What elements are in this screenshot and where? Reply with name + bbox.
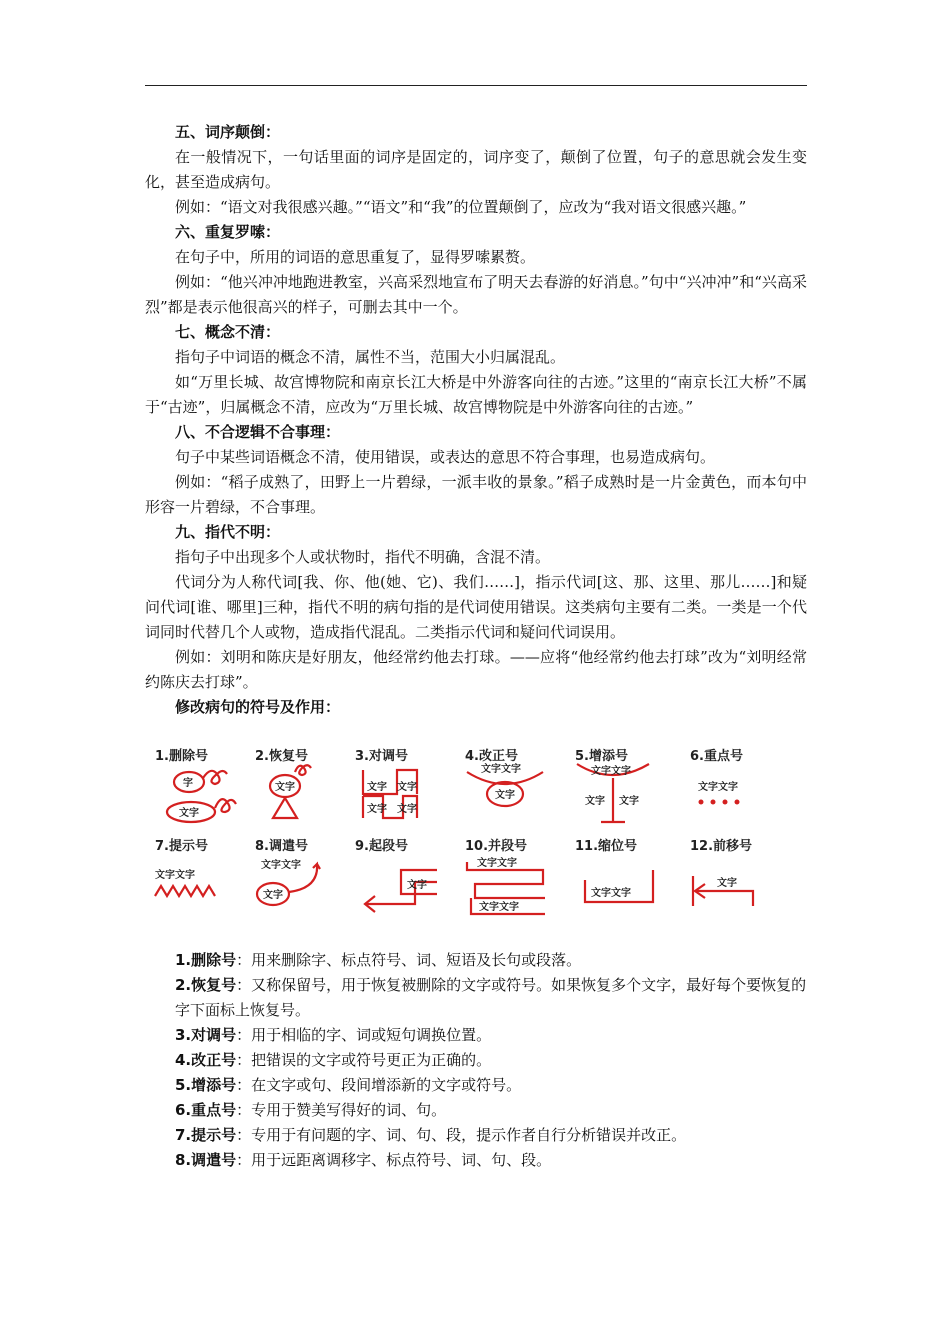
- symbol-word: 文字文字: [481, 764, 521, 775]
- symbol-desc: ：用于相临的字、词或短句调换位置。: [236, 1026, 492, 1044]
- symbol-desc: ：用来删除字、标点符号、词、短语及长句或段落。: [236, 951, 582, 969]
- section-heading: 五、词序颠倒：: [175, 123, 281, 141]
- paragraph: 如“万里长城、故宫博物院和南京长江大桥是中外游客向往的古迹。”这里的“南京长江大桥”不属于“古迹”，归属概念不清，应改为“万里长城、故宫博物院是中外游客向往的古迹。”: [145, 373, 807, 416]
- symbol-label: 1.删除号: [155, 749, 208, 764]
- symbol-name: 8.调遣号: [175, 1151, 237, 1169]
- symbol-label: 7.提示号: [155, 839, 208, 854]
- symbol-label: 6.重点号: [690, 749, 743, 764]
- symbol-desc: ：专用于赞美写得好的词、句。: [236, 1101, 447, 1119]
- symbol-word: 文字: [367, 804, 387, 815]
- paragraph: 指句子中词语的概念不清，属性不当，范围大小归属混乱。: [175, 348, 566, 366]
- section-heading: 八、不合逻辑不合事理：: [175, 423, 341, 441]
- symbol-label: 12.前移号: [690, 839, 753, 854]
- list-item: [145, 973, 807, 1023]
- list-item: [145, 1023, 807, 1048]
- symbol-list: [145, 948, 807, 1173]
- symbol-word: 文字: [717, 878, 737, 889]
- symbol-label: 10.并段号: [465, 839, 528, 854]
- symbol-label: 11.缩位号: [575, 839, 638, 854]
- symbol-word: 文字: [367, 782, 387, 793]
- paragraph: 在一般情况下，一句话里面的词序是固定的，词序变了，颠倒了位置，句子的意思就会发生变化，甚至造成病句。: [145, 148, 807, 191]
- paragraph: 句子中某些词语概念不清，使用错误，或表达的意思不符合事理，也易造成病句。: [175, 448, 716, 466]
- list-item: [145, 948, 807, 973]
- correction-symbols-figure: [145, 734, 807, 936]
- section-5: [145, 120, 807, 220]
- new-paragraph-mark: [365, 870, 437, 912]
- symbol-word: 文字: [263, 890, 283, 901]
- paragraph: 例如：刘明和陈庆是好朋友，他经常约他去打球。——应将“他经常约他去打球”改为“刘明经常约陈庆去打球”。: [145, 648, 807, 691]
- symbol-word: 文字文字: [261, 860, 301, 871]
- paragraph: 代词分为人称代词[我、你、他(她、它)、我们……]，指示代词[这、那、这里、那儿……]和疑问代词[谁、哪里]三种，指代不明的病句指的是代词使用错误。这类病句主要有二类。一类是一个代词同时代替几个人或物，造成指代混乱。二类指示代词和疑问代词误用。: [145, 573, 807, 641]
- section-8: [145, 420, 807, 520]
- symbol-desc: ：把错误的文字或符号更正为正确的。: [236, 1051, 492, 1069]
- list-item: [145, 1073, 807, 1098]
- symbol-label: 4.改正号: [465, 749, 518, 764]
- symbol-word: 文字: [397, 804, 417, 815]
- symbol-label: 8.调遣号: [255, 839, 308, 854]
- symbol-word: 文字: [407, 880, 427, 891]
- prompt-mark: [155, 886, 215, 896]
- paragraph: 例如：“语文对我很感兴趣。”“语文”和“我”的位置颠倒了，应改为“我对语文很感兴趣。”: [175, 198, 747, 216]
- section-6: [145, 220, 807, 320]
- symbol-word: 文字: [179, 808, 199, 819]
- symbol-word: 文字文字: [591, 766, 631, 777]
- symbol-word: 文字文字: [698, 782, 738, 793]
- section-heading: 六、重复罗嗦：: [175, 223, 281, 241]
- list-item: [145, 1123, 807, 1148]
- symbol-word: 文字文字: [591, 888, 631, 899]
- symbol-word: 文字文字: [479, 902, 519, 913]
- document-body: [145, 120, 807, 1173]
- symbol-label: 5.增添号: [575, 749, 628, 764]
- symbol-name: 7.提示号: [175, 1126, 237, 1144]
- symbol-label: 9.起段号: [355, 839, 408, 854]
- paragraph: 指句子中出现多个人或状物时，指代不明确，含混不清。: [175, 548, 551, 566]
- symbol-name: 3.对调号: [175, 1026, 237, 1044]
- correction-symbols-svg: [145, 734, 807, 936]
- header-rule: [145, 85, 807, 86]
- symbol-word: 文字: [397, 782, 417, 793]
- symbol-word: 文字文字: [477, 858, 517, 869]
- delete-mark: [167, 771, 236, 822]
- symbol-word: 字: [183, 778, 193, 789]
- symbol-desc: ：在文字或句、段间增添新的文字或符号。: [236, 1076, 522, 1094]
- symbol-desc: ：专用于有问题的字、词、句、段，提示作者自行分析错误并改正。: [236, 1126, 687, 1144]
- symbol-word: 文字: [275, 782, 295, 793]
- symbol-name: 5.增添号: [175, 1076, 237, 1094]
- symbol-word: 文字文字: [155, 870, 195, 881]
- paragraph: 例如：“稻子成熟了，田野上一片碧绿，一派丰收的景象。”稻子成熟时是一片金黄色，而本句中形容一片碧绿，不合事理。: [145, 473, 807, 516]
- symbol-name: 1.删除号: [175, 951, 237, 969]
- symbol-name: 4.改正号: [175, 1051, 237, 1069]
- symbol-word: 文字: [619, 796, 639, 807]
- list-item: [145, 1098, 807, 1123]
- symbol-name: 2.恢复号: [175, 976, 237, 994]
- symbol-word: 文字: [585, 796, 605, 807]
- symbol-word: 文字: [495, 790, 515, 801]
- symbol-label: 3.对调号: [355, 749, 408, 764]
- emphasis-dots: [699, 800, 740, 805]
- symbol-name: 6.重点号: [175, 1101, 237, 1119]
- symbol-label: 2.恢复号: [255, 749, 308, 764]
- symbol-desc: ：又称保留号，用于恢复被删除的文字或符号。如果恢复多个文字，最好每个要恢复的字下面标上恢复号。: [175, 976, 807, 1019]
- section-heading: 七、概念不清：: [175, 323, 281, 341]
- list-item: [145, 1048, 807, 1073]
- figure-heading: 修改病句的符号及作用：: [175, 698, 341, 716]
- paragraph: 在句子中，所用的词语的意思重复了，显得罗嗦累赘。: [175, 248, 536, 266]
- symbol-desc: ：用于远距离调移字、标点符号、词、句、段。: [236, 1151, 552, 1169]
- paragraph: 例如：“他兴冲冲地跑进教室，兴高采烈地宣布了明天去春游的好消息。”句中“兴冲冲”和“兴高采烈”都是表示他很高兴的样子，可删去其中一个。: [145, 273, 807, 316]
- list-item: [145, 1148, 807, 1173]
- section-heading: 九、指代不明：: [175, 523, 281, 541]
- section-7: [145, 320, 807, 420]
- section-9: [145, 520, 807, 695]
